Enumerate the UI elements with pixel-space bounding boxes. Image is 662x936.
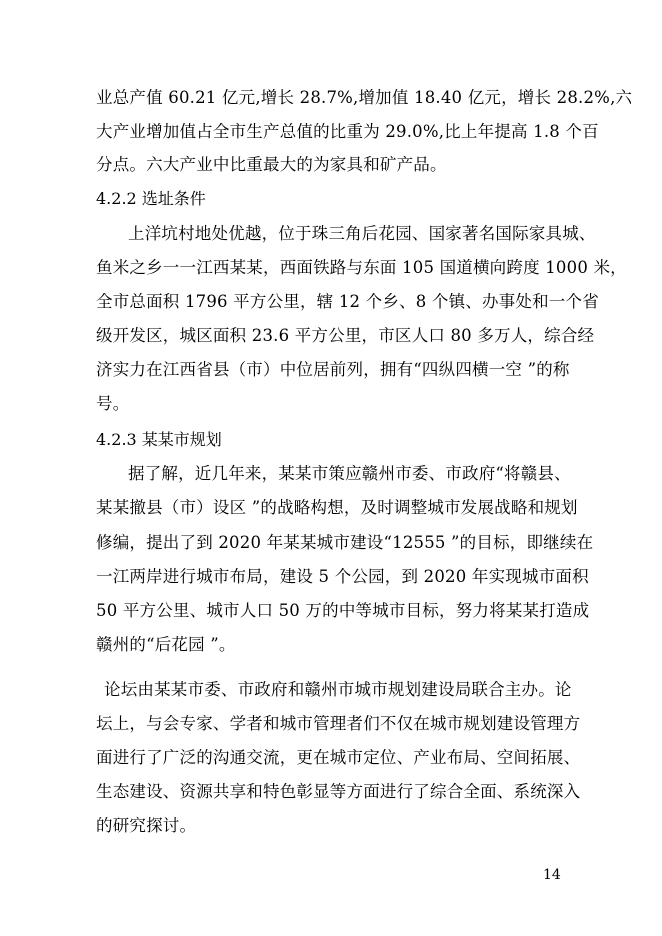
- paragraph-line: 面进行了广泛的沟通交流，更在城市定位、产业布局、空间拓展、: [96, 748, 581, 767]
- paragraph-line: 级开发区，城区面积 23.6 平方公里，市区人口 80 多万人，综合经: [96, 326, 595, 345]
- section-heading: 4.2.3 某某市规划: [96, 430, 222, 449]
- paragraph-line: 分点。六大产业中比重最大的为家具和矿产品。: [96, 155, 447, 174]
- paragraph-line: 号。: [96, 394, 130, 413]
- paragraph-line: 大产业增加值占全市生产总值的比重为 29.0%,比上年提高 1.8 个百: [96, 122, 599, 141]
- paragraph-line: 论坛由某某市委、市政府和赣州市城市规划建设局联合主办。论: [104, 680, 572, 699]
- paragraph-line: 鱼米之乡一一江西某某，西面铁路与东面 105 国道横向跨度 1000 米，: [96, 258, 627, 277]
- paragraph-line: 赣州的“后花园 ”。: [96, 635, 236, 654]
- paragraph-line: 据了解，近几年来，某某市策应赣州市委、市政府“将赣县、: [128, 464, 571, 483]
- paragraph-line: 修编，提出了到 2020 年某某城市建设“12555 ”的目标，即继续在: [96, 533, 594, 552]
- section-heading: 4.2.2 选址条件: [96, 189, 206, 208]
- paragraph-line: 一江两岸进行城市布局，建设 5 个公园，到 2020 年实现城市面积: [96, 567, 589, 586]
- paragraph-line: 上洋坑村地处优越，位于珠三角后花园、国家著名国际家具城、: [128, 224, 596, 243]
- paragraph-line: 的研究探讨。: [96, 816, 197, 835]
- page-number: 14: [543, 867, 561, 883]
- paragraph-line: 全市总面积 1796 平方公里，辖 12 个乡、8 个镇、办事处和一个省: [96, 292, 599, 311]
- paragraph-line: 50 平方公里、城市人口 50 万的中等城市目标，努力将某某打造成: [96, 601, 590, 620]
- paragraph-line: 济实力在江西省县（市）中位居前列，拥有“四纵四横一空 ”的称: [96, 360, 570, 379]
- paragraph-line: 业总产值 60.21 亿元,增长 28.7%,增加值 18.40 亿元，增长 28.2%,六: [96, 88, 633, 107]
- paragraph-line: 坛上，与会专家、学者和城市管理者们不仅在城市规划建设管理方: [96, 714, 581, 733]
- paragraph-line: 某某撤县（市）设区 ”的战略构想，及时调整城市发展战略和规划: [96, 498, 578, 517]
- paragraph-line: 生态建设、资源共享和特色彰显等方面进行了综合全面、系统深入: [96, 782, 581, 801]
